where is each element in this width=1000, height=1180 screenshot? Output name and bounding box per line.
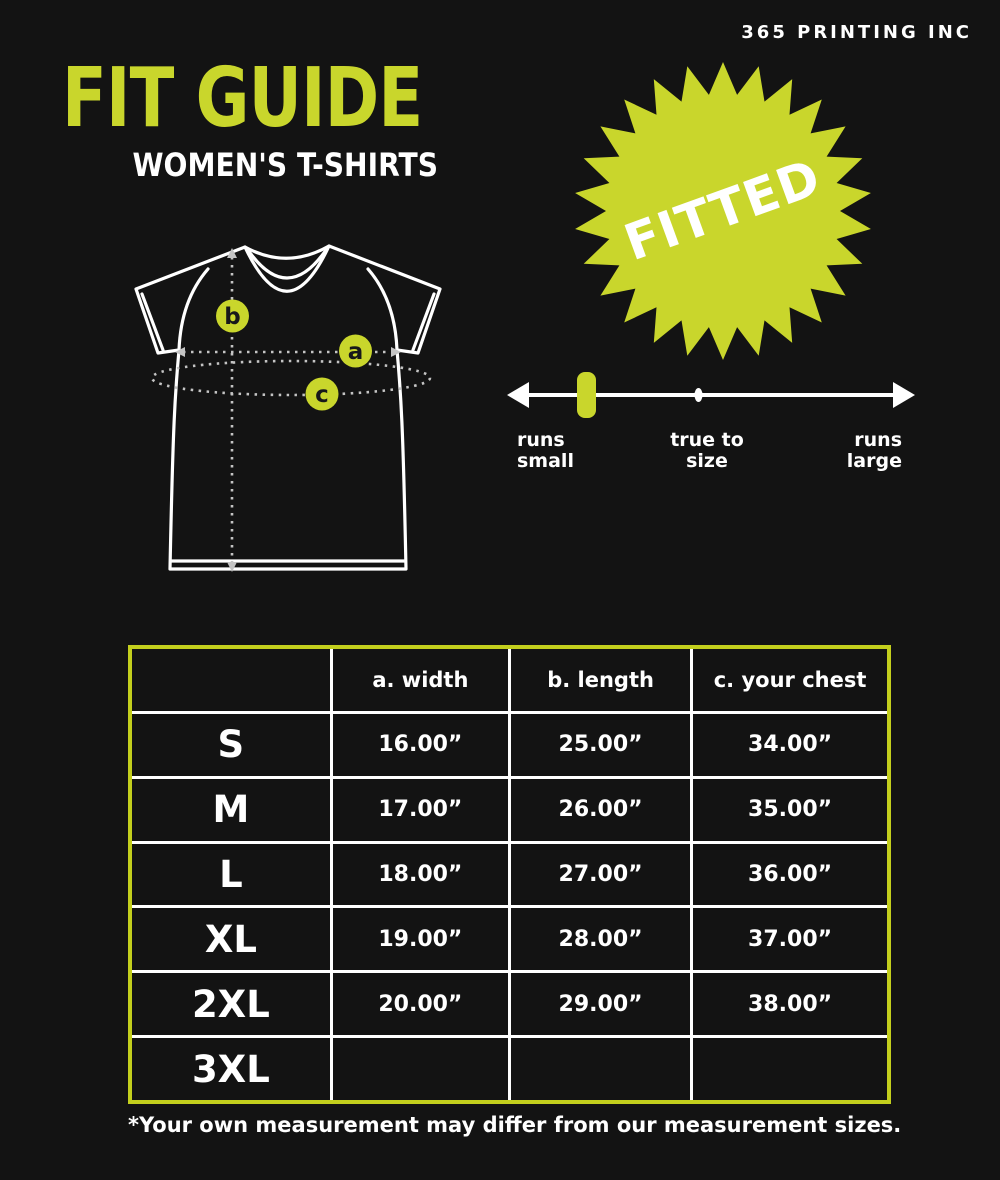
measurement-footnote: *Your own measurement may differ from our measurement sizes.	[128, 1113, 902, 1137]
page-subtitle: WOMEN'S T-SHIRTS	[132, 146, 439, 184]
page-title: FIT GUIDE	[62, 51, 423, 146]
fitted-badge	[572, 60, 874, 362]
table-3xl-chest	[693, 1038, 887, 1100]
table-m-width: 17.00”	[333, 779, 508, 841]
table-s-width: 16.00”	[333, 714, 508, 776]
chest-measure-ellipse	[152, 361, 430, 395]
scale-marker	[577, 372, 596, 418]
table-3xl-width	[333, 1038, 508, 1100]
table-xl-chest: 37.00”	[693, 908, 887, 970]
scale-label-true-to-size	[652, 430, 762, 472]
marker-c-label: c	[315, 382, 329, 408]
table-xl-length: 28.00”	[511, 908, 690, 970]
fit-scale	[505, 368, 917, 424]
armhole-left	[179, 269, 208, 350]
scale-label-runs-small	[517, 430, 574, 472]
brand-name: 365 PRINTING INC	[741, 22, 972, 43]
table-xl-width: 19.00”	[333, 908, 508, 970]
table-m-chest: 35.00”	[693, 779, 887, 841]
title-block	[62, 51, 439, 184]
table-header-chest: c. your chest	[693, 649, 887, 711]
table-l-length: 27.00”	[511, 844, 690, 906]
tshirt-measurement-diagram	[118, 224, 462, 584]
scale-label-runs-large	[822, 430, 902, 472]
true-to-size-line1: true to	[670, 429, 744, 451]
scale-arrow-left	[507, 382, 529, 408]
table-3xl-length	[511, 1038, 690, 1100]
marker-b-label: b	[224, 304, 241, 330]
table-size-2xl: 2XL	[132, 973, 330, 1035]
scale-center-dot	[695, 388, 703, 402]
table-header-blank	[132, 649, 330, 711]
table-2xl-length: 29.00”	[511, 973, 690, 1035]
table-size-xl: XL	[132, 908, 330, 970]
true-to-size-line2: size	[686, 450, 728, 472]
marker-a-label: a	[347, 339, 364, 365]
runs-small-line2: small	[517, 450, 574, 472]
tshirt-outline	[136, 246, 440, 569]
scale-arrow-right	[893, 382, 915, 408]
table-l-width: 18.00”	[333, 844, 508, 906]
table-s-length: 25.00”	[511, 714, 690, 776]
table-header-width: a. width	[333, 649, 508, 711]
table-m-length: 26.00”	[511, 779, 690, 841]
armhole-right	[368, 269, 397, 350]
fitted-badge-label: FITTED	[616, 147, 829, 273]
size-table	[128, 645, 891, 1104]
table-size-l: L	[132, 844, 330, 906]
table-size-3xl: 3XL	[132, 1038, 330, 1100]
runs-small-line1: runs	[517, 429, 565, 451]
table-l-chest: 36.00”	[693, 844, 887, 906]
table-size-m: M	[132, 779, 330, 841]
runs-large-line1: runs	[854, 429, 902, 451]
runs-large-line2: large	[846, 450, 902, 472]
table-size-s: S	[132, 714, 330, 776]
table-2xl-width: 20.00”	[333, 973, 508, 1035]
table-2xl-chest: 38.00”	[693, 973, 887, 1035]
table-s-chest: 34.00”	[693, 714, 887, 776]
table-header-length: b. length	[511, 649, 690, 711]
